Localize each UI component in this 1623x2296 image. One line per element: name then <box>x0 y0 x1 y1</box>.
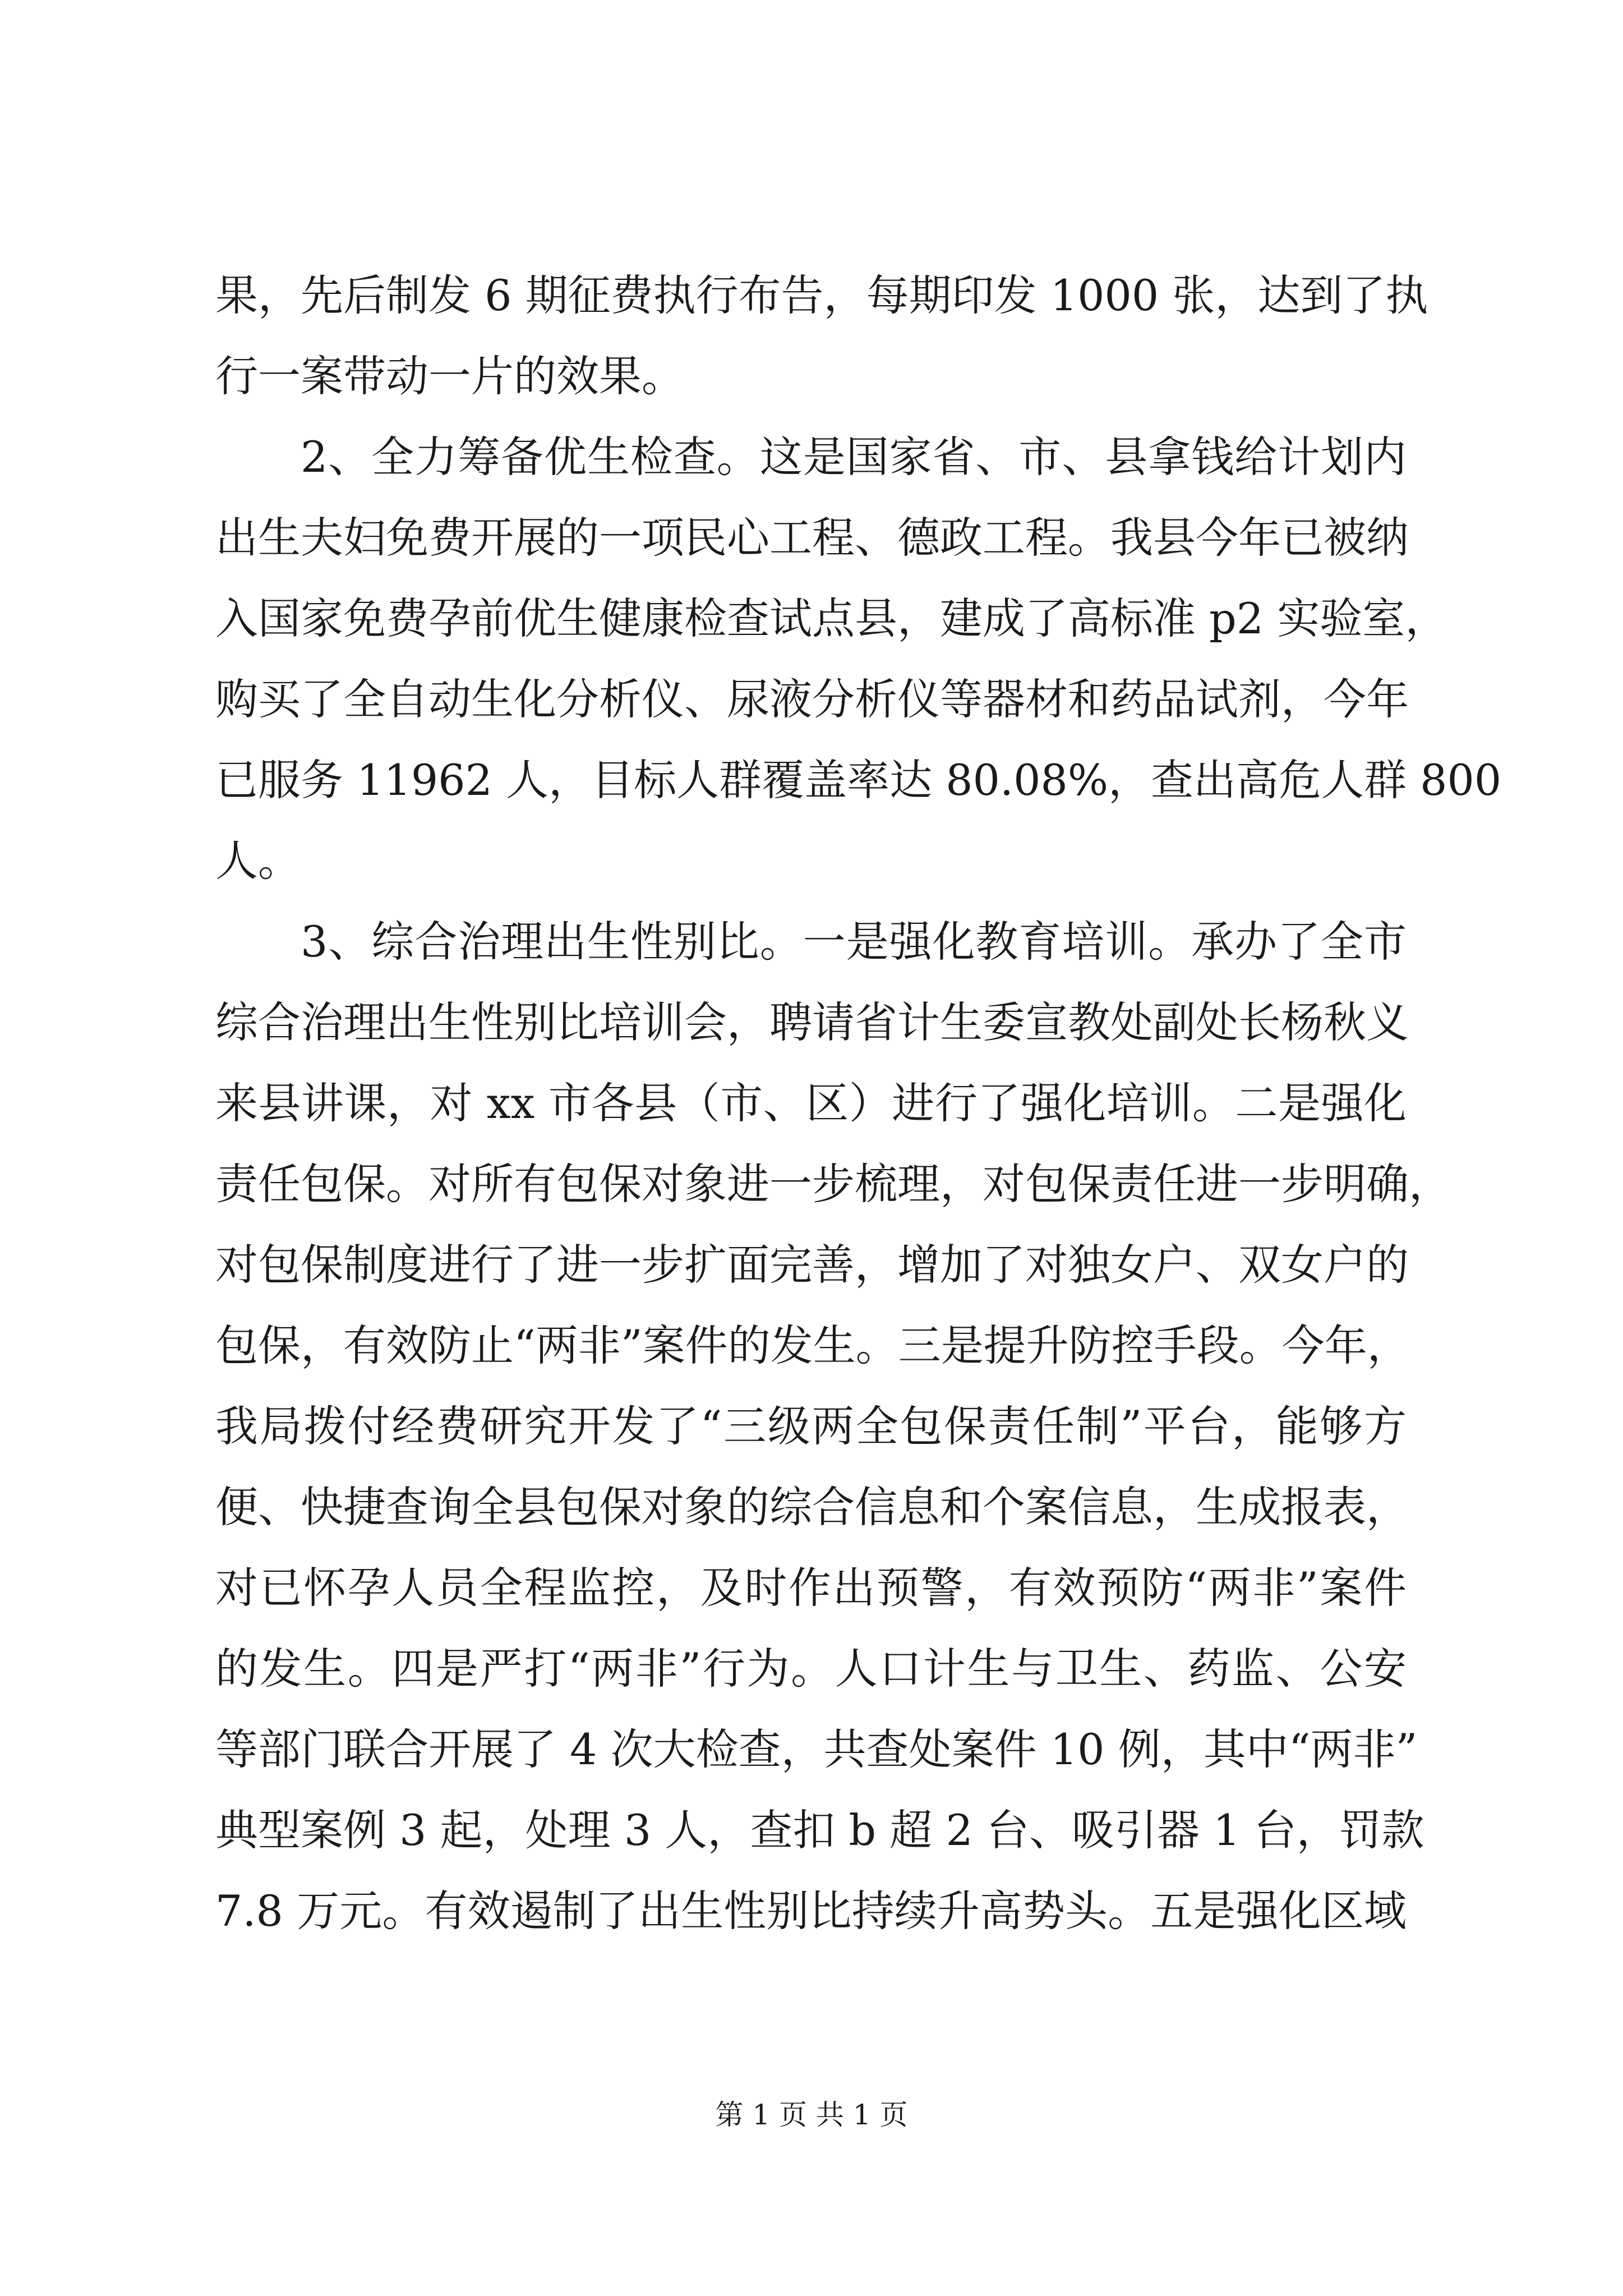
text-line: 典型案例 3 起，处理 3 人，查扣 b 超 2 台、吸引器 1 台，罚款 <box>215 1805 1424 1855</box>
text-line: 购买了全自动生化分析仪、尿液分析仪等器材和药品试剂，今年 <box>215 674 1409 724</box>
text-line: 7.8 万元。有效遏制了出生性别比持续升高势头。五是强化区域 <box>215 1886 1407 1936</box>
text-line: 对已怀孕人员全程监控，及时作出预警，有效预防“两非”案件 <box>215 1563 1407 1613</box>
text-line: 责任包保。对所有包保对象进一步梳理，对包保责任进一步明确， <box>215 1159 1451 1209</box>
text-line: 已服务 11962 人，目标人群覆盖率达 80.08%，查出高危人群 800 <box>215 755 1502 805</box>
text-line: 行一案带动一片的效果。 <box>215 351 684 401</box>
text-line: 出生夫妇免费开展的一项民心工程、德政工程。我县今年已被纳 <box>215 513 1409 563</box>
document-body <box>215 255 1502 1952</box>
text-line: 等部门联合开展了 4 次大检查，共查处案件 10 例，其中“两非” <box>215 1724 1418 1774</box>
text-line: 果，先后制发 6 期征费执行布告，每期印发 1000 张，达到了执 <box>215 270 1428 320</box>
text-line: 便、快捷查询全县包保对象的综合信息和个案信息，生成报表， <box>215 1482 1409 1532</box>
text-line: 综合治理出生性别比培训会，聘请省计生委宣教处副处长杨秋义 <box>215 997 1409 1047</box>
page-number-footer: 第 1 页 共 1 页 <box>715 2099 908 2131</box>
text-line: 我局拨付经费研究开发了“三级两全包保责任制”平台，能够方 <box>215 1401 1407 1451</box>
text-line: 对包保制度进行了进一步扩面完善，增加了对独女户、双女户的 <box>215 1240 1409 1290</box>
text-line: 包保，有效防止“两非”案件的发生。三是提升防控手段。今年， <box>215 1320 1410 1370</box>
text-line: 的发生。四是严打“两非”行为。人口计生与卫生、药监、公安 <box>215 1644 1407 1694</box>
paragraph-start-line: 2、全力筹备优生检查。这是国家省、市、县拿钱给计划内 <box>301 432 1407 482</box>
text-line: 来县讲课，对 xx 市各县（市、区）进行了强化培训。二是强化 <box>215 1078 1407 1128</box>
text-line: 入国家免费孕前优生健康检查试点县，建成了高标准 p2 实验室， <box>215 593 1448 643</box>
paragraph-start-line: 3、综合治理出生性别比。一是强化教育培训。承办了全市 <box>301 917 1407 967</box>
text-line: 人。 <box>215 836 301 886</box>
